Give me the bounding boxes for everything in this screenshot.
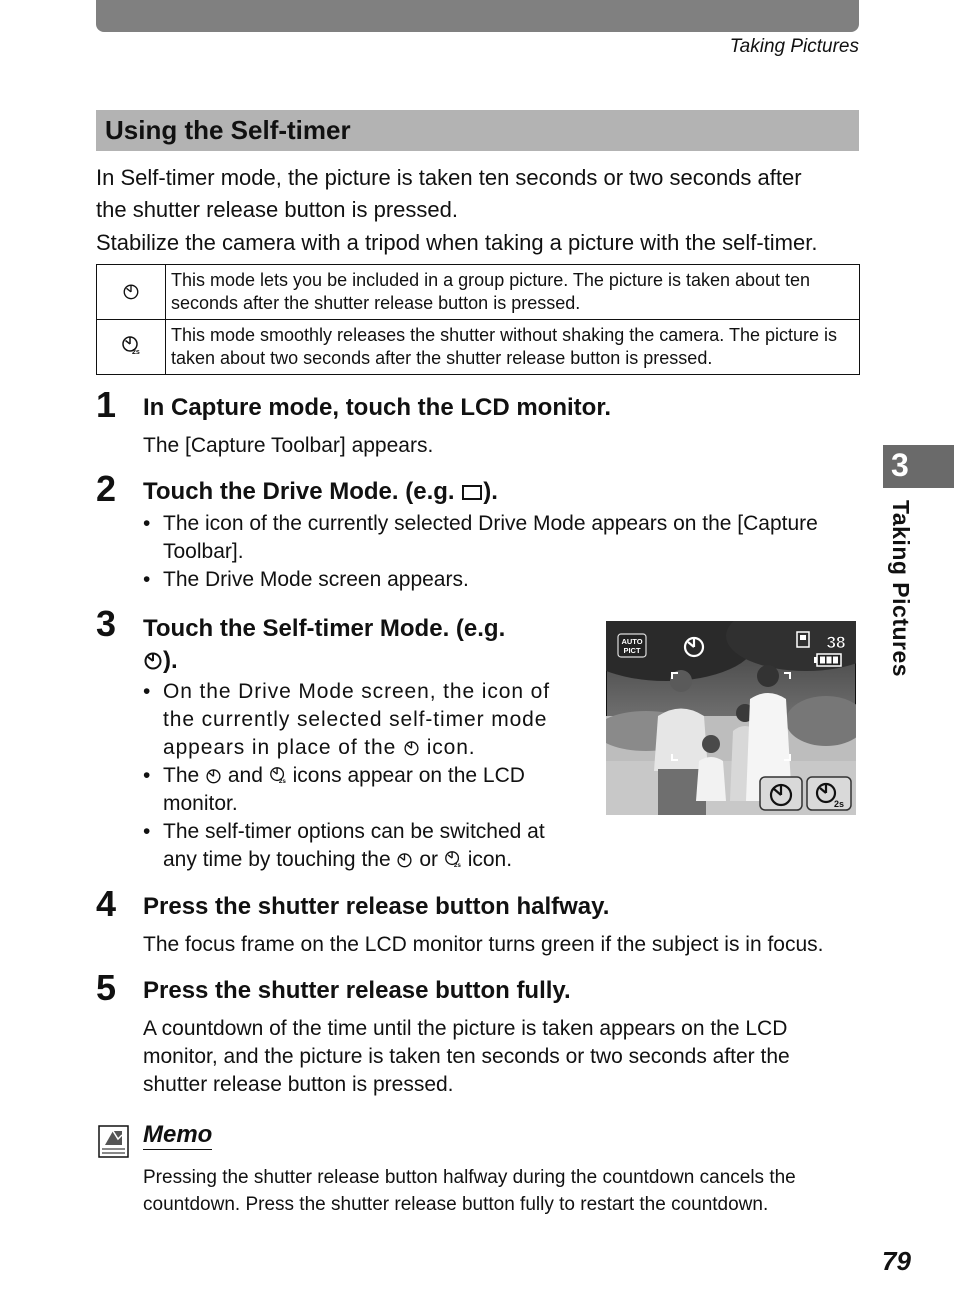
- bullet-item: • The and 2s icons appear on the LCD monitor.: [143, 764, 525, 815]
- svg-text:PICT: PICT: [623, 646, 641, 655]
- chapter-number: 3: [891, 447, 909, 483]
- intro-paragraph: In Self-timer mode, the picture is taken ten seconds or two seconds after the shutter release button is pressed. Stabilize the camera with a tripod when taking a picture with the self-timer.: [96, 165, 818, 255]
- auto-pict-mode-button[interactable]: [618, 634, 646, 657]
- step-body: The [Capture Toolbar] appears.: [143, 434, 434, 457]
- svg-text:AUTO: AUTO: [621, 637, 643, 646]
- self-timer-modes-table: [96, 264, 860, 375]
- running-title: Taking Pictures: [729, 36, 859, 57]
- step-heading: Touch the Drive Mode. (e.g. ).: [143, 478, 498, 505]
- self-timer-2s-icon: [269, 766, 287, 784]
- battery-icon: [814, 654, 841, 666]
- self-timer-2s-icon: [121, 335, 141, 355]
- step-body: The focus frame on the LCD monitor turns green if the subject is in focus.: [143, 933, 824, 956]
- self-timer-10s-button[interactable]: [760, 777, 802, 810]
- shots-remaining: 38: [826, 633, 846, 652]
- step-number: 3: [96, 603, 117, 644]
- self-timer-10s-icon: [396, 851, 413, 868]
- lcd-monitor-screenshot: [606, 621, 856, 815]
- section-title-bar: [96, 110, 859, 151]
- chapter-label: Taking Pictures: [888, 500, 914, 678]
- step-number: 2: [96, 468, 117, 509]
- bullet-item: • The Drive Mode screen appears.: [143, 568, 469, 591]
- step-number: 5: [96, 967, 117, 1008]
- single-frame-icon: [461, 483, 483, 501]
- step-bullets: [143, 678, 583, 874]
- self-timer-2s-icon: [444, 850, 462, 868]
- table-row: 2s This mode smoothly releases the shutter without shaking the camera. The picture is taken about two seconds after the shutter release button is pressed.: [97, 320, 860, 375]
- step-heading: Press the shutter release button halfway.: [143, 893, 610, 920]
- self-timer-10s-icon: [122, 282, 140, 300]
- svg-text:2s: 2s: [278, 778, 286, 784]
- memo-icon: [98, 1125, 130, 1159]
- table-row: This mode lets you be included in a group picture. The picture is taken about ten seconds after the shutter release button is pressed.: [97, 265, 860, 320]
- step-heading: In Capture mode, touch the LCD monitor.: [143, 394, 611, 421]
- step-number: 4: [96, 883, 117, 924]
- self-timer-10s-icon: [205, 767, 222, 784]
- memo-body: Pressing the shutter release button halfway during the countdown cancels the countdown. Press the shutter release button fully to restart the countdown.: [143, 1167, 796, 1215]
- page-number: 79: [882, 1246, 911, 1276]
- self-timer-10s-icon: [403, 739, 420, 756]
- step-body: A countdown of the time until the picture is taken appears on the LCD monitor, and the picture is taken ten seconds or two seconds after the shutter release button is pressed.: [143, 1017, 790, 1096]
- bullet-item: • The self-timer options can be switched at any time by touching the or 2s icon.: [143, 820, 545, 871]
- svg-text:2s: 2s: [453, 862, 461, 868]
- step-heading: Press the shutter release button fully.: [143, 977, 571, 1004]
- step-number: 1: [96, 384, 117, 425]
- chapter-tab: [883, 445, 954, 488]
- bullet-item: • The icon of the currently selected Drive Mode appears on the [Capture: [143, 512, 818, 535]
- svg-text:2s: 2s: [833, 799, 845, 809]
- bullet-item: • On the Drive Mode screen, the icon of the currently selected self-timer mode appears in place of the icon.: [143, 680, 550, 759]
- section-title: Using the Self-timer: [105, 115, 351, 145]
- self-timer-10s-icon: [143, 650, 163, 670]
- svg-text:2s: 2s: [132, 349, 140, 355]
- self-timer-2s-button[interactable]: [807, 777, 851, 810]
- memo-title: Memo: [143, 1121, 213, 1148]
- step-heading: Touch the Self-timer Mode. (e.g. ).: [143, 615, 506, 674]
- step-bullets: • The icon of the currently selected Drive Mode appears on the [Capture Toolbar]. • The Drive Mode screen appears.: [143, 510, 873, 594]
- header-bar: [96, 0, 859, 32]
